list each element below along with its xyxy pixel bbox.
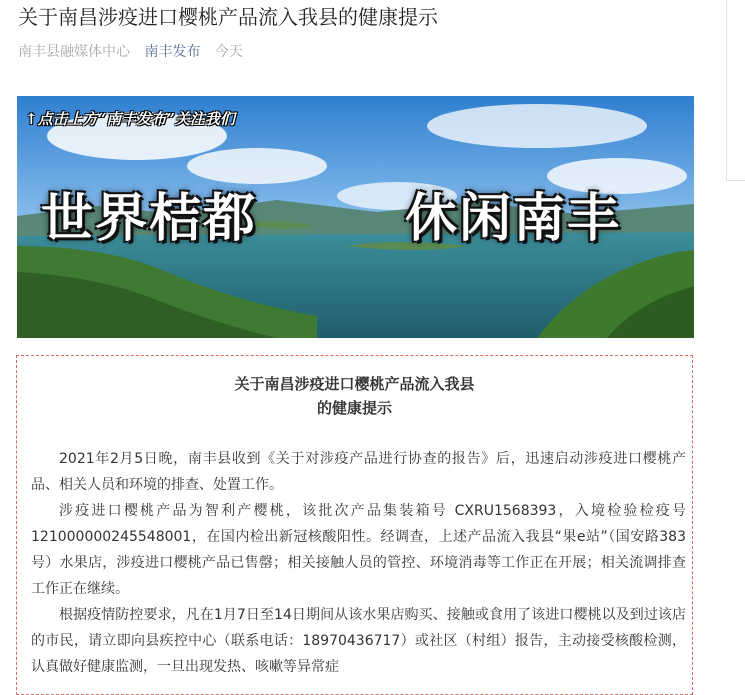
notice-title-line2: 的健康提示: [316, 399, 392, 417]
notice-box: [16, 355, 693, 695]
notice-title-line1: 关于南昌涉疫进口樱桃产品流入我县: [234, 375, 475, 393]
slogan-left: 世界桔都: [41, 188, 258, 249]
author-name: 南丰县融媒体中心: [18, 44, 130, 60]
notice-body: [31, 446, 686, 680]
article-title: 关于南昌涉疫进口樱桃产品流入我县的健康提示: [18, 5, 438, 29]
article-meta: [18, 43, 253, 61]
banner-image: [17, 96, 694, 338]
paragraph: 根据疫情防控要求，凡在1月7日至14日期间从该水果店购买、接触或食用了该进口樱桃以及到过该店的市民，请立即向县疾控中心（联系电话：18970436717）或社区（村组）报告，主动接受核酸检测，认真做好健康监测，一旦出现发热、咳嗽等异常症: [31, 607, 686, 675]
notice-title: [17, 372, 692, 420]
slogan-right: 休闲南丰: [405, 188, 622, 249]
paragraph: 涉疫进口樱桃产品为智利产樱桃，该批次产品集装箱号 CXRU1568393，入境检验检疫号 121000000245548001，在国内检出新冠核酸阳性。经调查，上述产品流入我县“果e站”（国安路383号）水果店，涉疫进口樱桃产品已售罄；相关接触人员的管控、环境消毒等工作正在开展；相关流调排查工作正在继续。: [31, 503, 686, 597]
publish-date: 今天: [214, 44, 243, 60]
account-link[interactable]: 南丰发布: [144, 44, 201, 60]
side-panel: [726, 0, 745, 181]
paragraph: 2021年2月5日晚，南丰县收到《关于对涉疫产品进行协查的报告》后，迅速启动涉疫进口樱桃产品、相关人员和环境的排查、处置工作。: [31, 451, 686, 493]
follow-hint: ↑点击上方“南丰发布”关注我们: [25, 110, 235, 128]
